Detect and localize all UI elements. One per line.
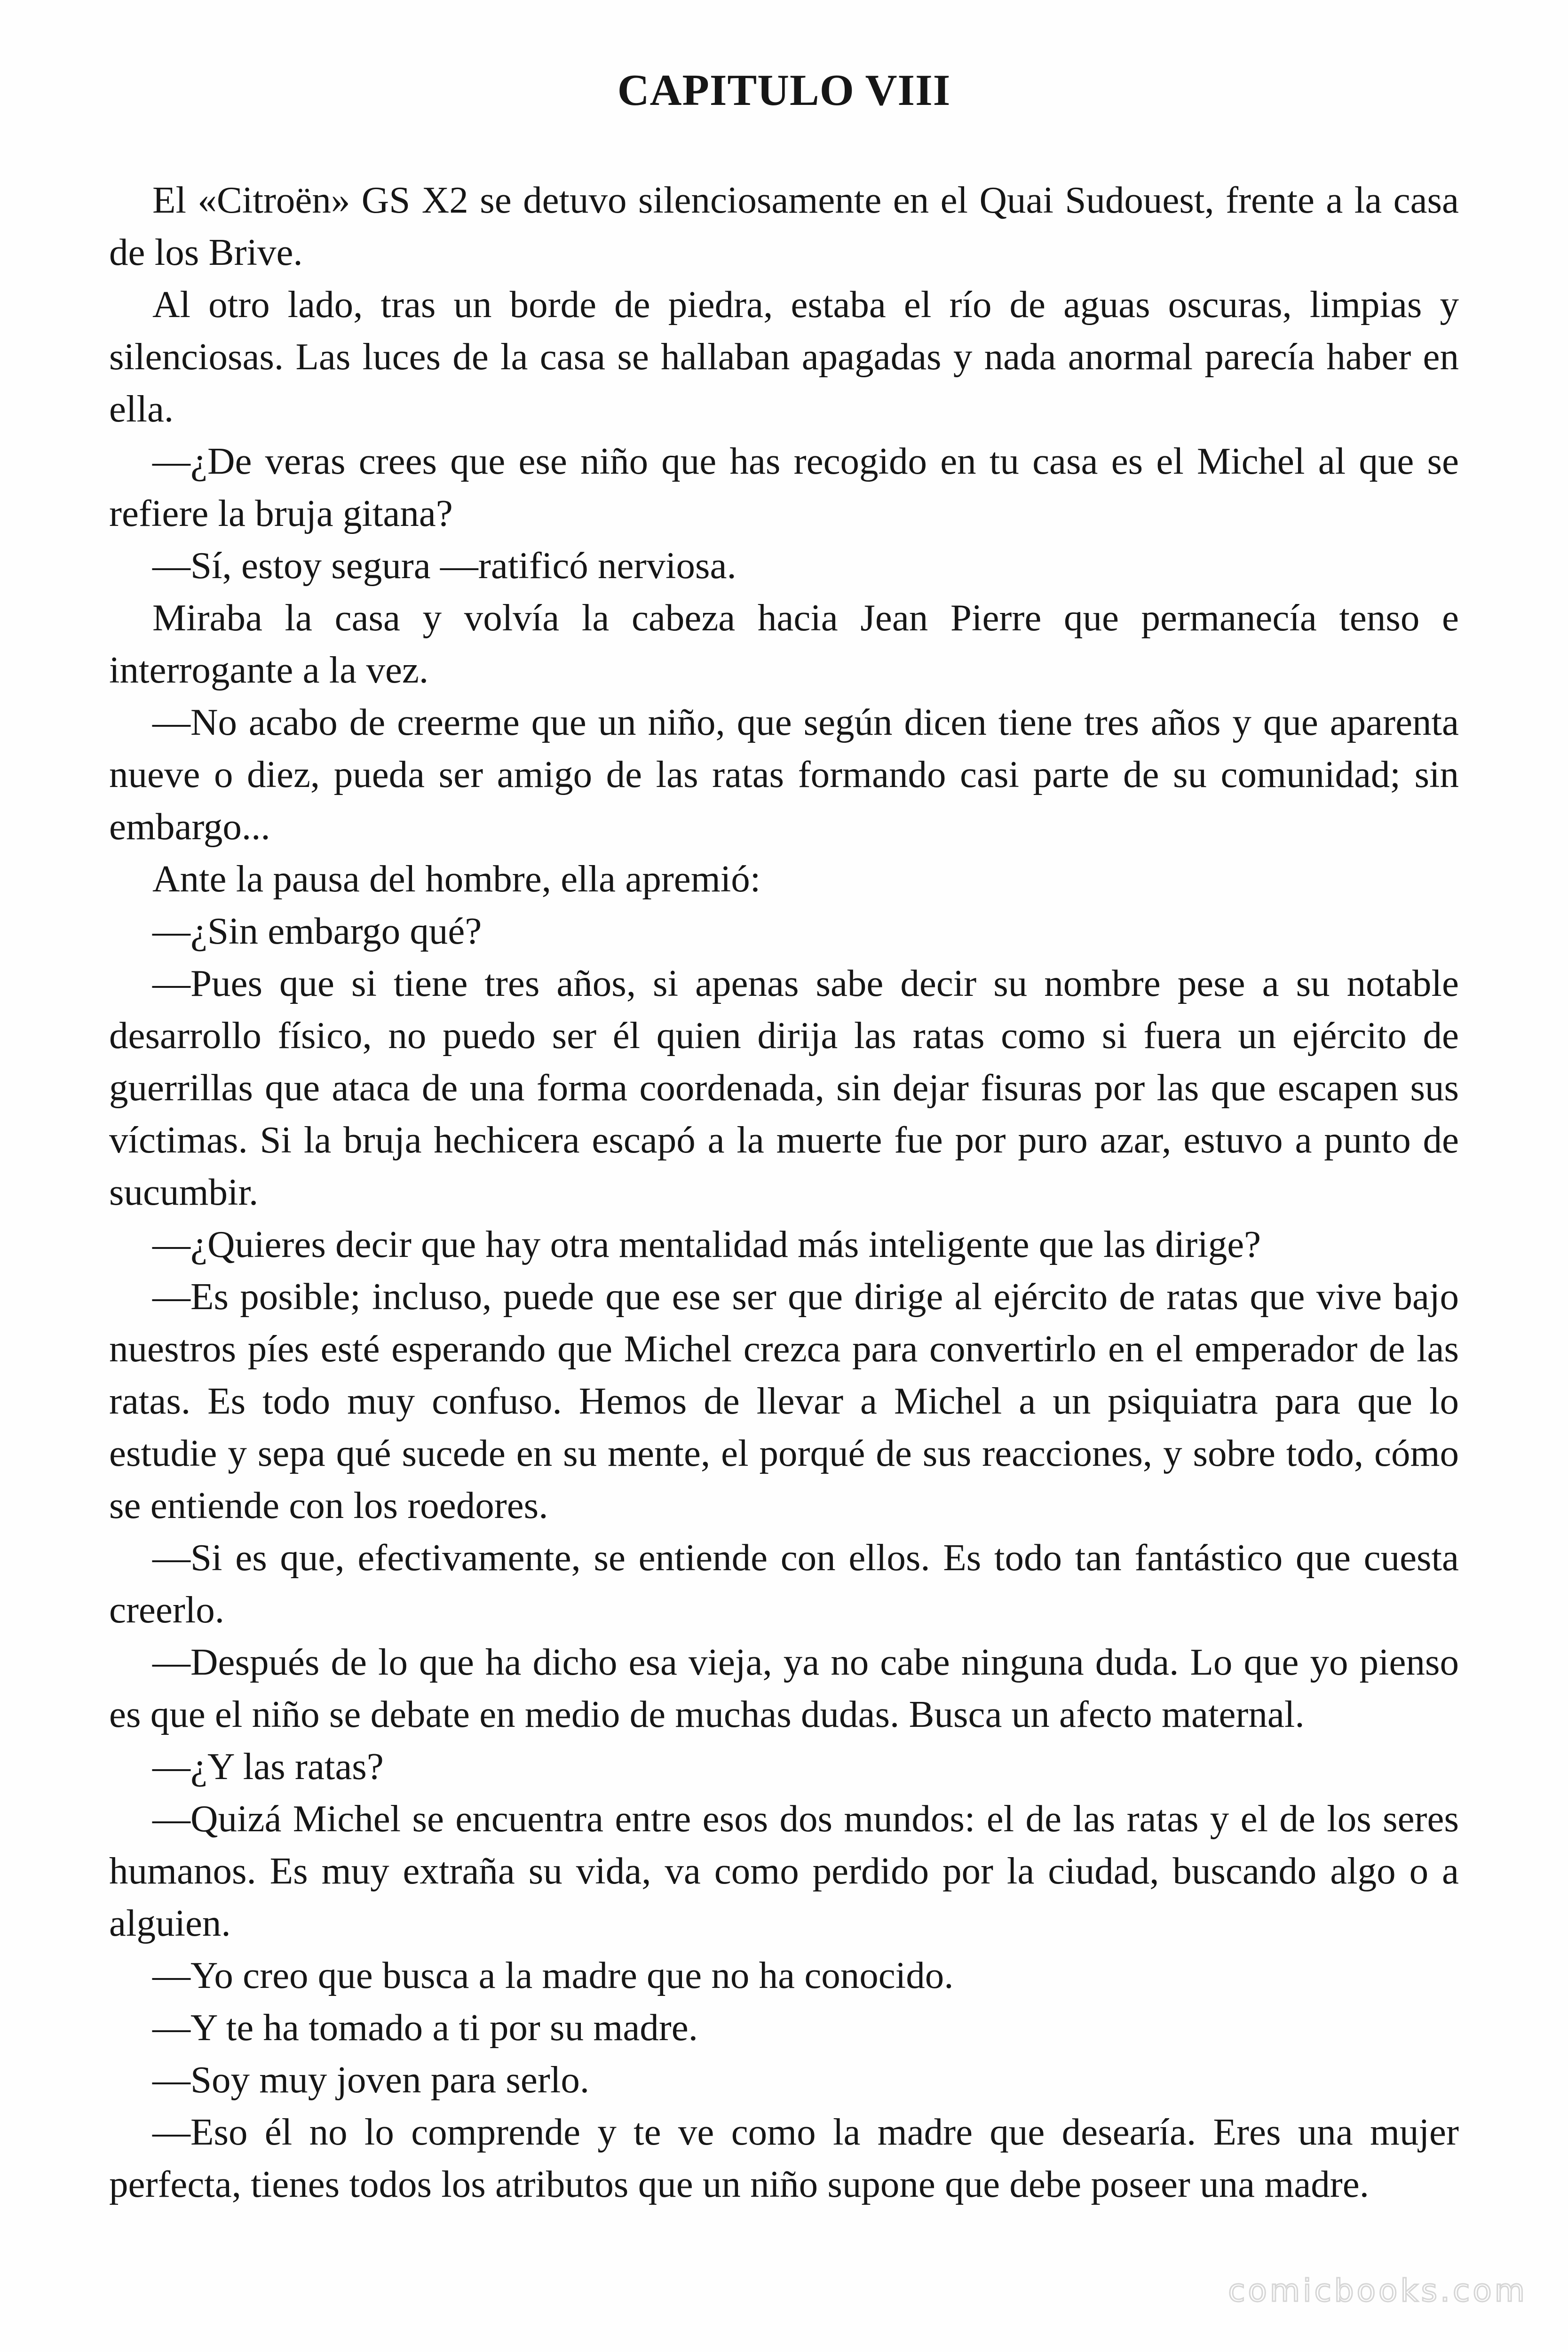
chapter-body [109, 174, 1459, 2210]
paragraph: Miraba la casa y volvía la cabeza hacia Jean Pierre que permanecía tenso e interrogante a la vez. [109, 596, 1459, 691]
paragraph: —Y te ha tomado a ti por su madre. [152, 2006, 698, 2049]
paragraph: —No acabo de creerme que un niño, que según dicen tiene tres años y que aparenta nueve o diez, pueda ser amigo de las ratas formando casi parte de su comunidad; sin embargo... [109, 701, 1459, 848]
paragraph: Al otro lado, tras un borde de piedra, estaba el río de aguas oscuras, limpias y silenciosas. Las luces de la casa se hallaban apagadas y nada anormal parecía haber en ella. [109, 283, 1459, 430]
paragraph: —Quizá Michel se encuentra entre esos dos mundos: el de las ratas y el de los seres humanos. Es muy extraña su vida, va como perdido por la ciudad, buscando algo o a alguien. [109, 1797, 1459, 1944]
paragraph: —Después de lo que ha dicho esa vieja, ya no cabe ninguna duda. Lo que yo pienso es que el niño se debate en medio de muchas dudas. Busca un afecto maternal. [109, 1641, 1459, 1735]
paragraph: —¿Sin embargo qué? [152, 910, 482, 952]
paragraph: —Pues que si tiene tres años, si apenas sabe decir su nombre pese a su notable desarrollo físico, no puedo ser él quien dirija las ratas como si fuera un ejército de guerrillas que ataca de una forma coordenada, sin dejar fisuras por las que escapen sus víctimas. Si la bruja hechicera escapó a la muerte fue por puro azar, estuvo a punto de sucumbir. [109, 962, 1459, 1213]
paragraph: —Es posible; incluso, puede que ese ser que dirige al ejército de ratas que vive bajo nuestros píes esté esperando que Michel crezca para convertirlo en el emperador de las ratas. Es todo muy confuso. Hemos de llevar a Michel a un psiquiatra para que lo estudie y sepa qué sucede en su mente, el porqué de sus reacciones, y sobre todo, cómo se entiende con los roedores. [109, 1275, 1459, 1526]
paragraph: —Yo creo que busca a la madre que no ha conocido. [152, 1954, 954, 1996]
paragraph: —¿Y las ratas? [152, 1745, 384, 1788]
paragraph: Ante la pausa del hombre, ella apremió: [152, 858, 761, 900]
paragraph: —Si es que, efectivamente, se entiende con ellos. Es todo tan fantástico que cuesta creerlo. [109, 1536, 1459, 1631]
paragraph: —¿De veras crees que ese niño que has recogido en tu casa es el Michel al que se refiere la bruja gitana? [109, 440, 1459, 534]
paragraph: —Soy muy joven para serlo. [152, 2058, 590, 2101]
paragraph: —¿Quieres decir que hay otra mentalidad más inteligente que las dirige? [152, 1223, 1261, 1265]
paragraph: El «Citroën» GS X2 se detuvo silenciosamente en el Quai Sudouest, frente a la casa de los Brive. [109, 179, 1459, 273]
chapter-title: CAPITULO VIII [617, 66, 951, 115]
watermark: comicbooks.com [1228, 2273, 1528, 2309]
paragraph: —Eso él no lo comprende y te ve como la madre que desearía. Eres una mujer perfecta, tienes todos los atributos que un niño supone que debe poseer una madre. [109, 2111, 1459, 2205]
paragraph: —Sí, estoy segura —ratificó nerviosa. [152, 544, 736, 587]
